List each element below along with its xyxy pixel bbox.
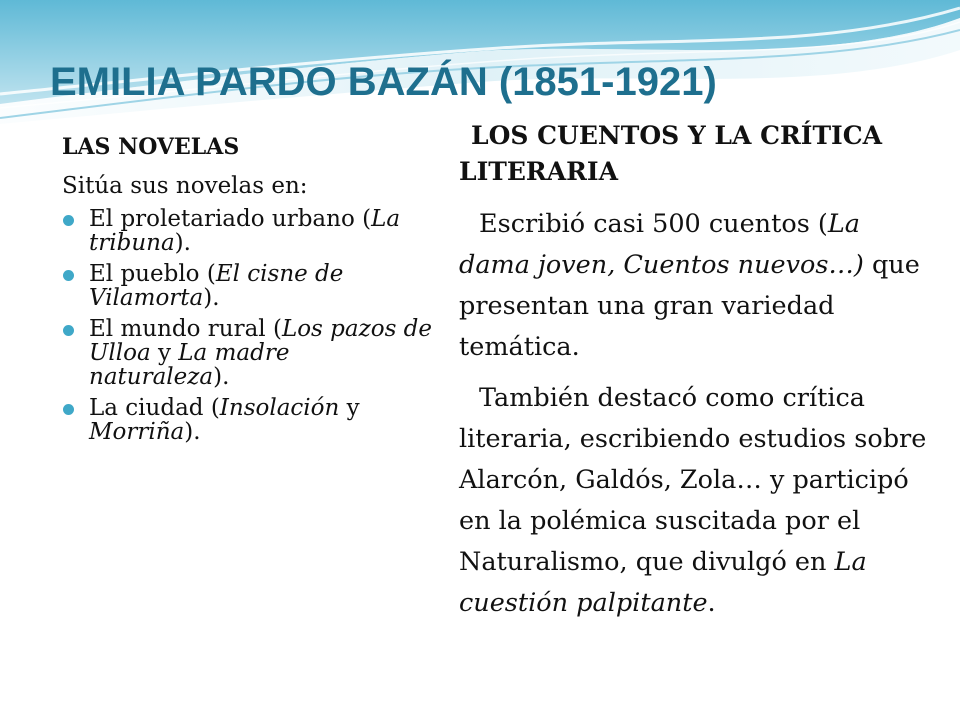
bullet-dot-icon: [63, 215, 74, 226]
criticism-paragraph: [459, 378, 937, 624]
text-run: .: [707, 588, 716, 618]
italic-title-text: Los pazos de Ulloa: [89, 316, 433, 366]
text-run: El mundo rural (: [89, 316, 282, 342]
text-run: El proletariado urbano (: [89, 206, 372, 232]
text-run: El pueblo (: [89, 261, 216, 287]
text-run: La ciudad (: [89, 395, 220, 421]
stories-criticism-heading: LOS CUENTOS Y LA CRÍTICA LITERARIA: [459, 121, 883, 186]
novels-intro: Sitúa sus novelas en:: [62, 173, 308, 199]
italic-title-text: El cisne de Vilamorta: [89, 261, 344, 311]
text-run: que presentan una gran variedad temática.: [459, 250, 920, 362]
novels-bullet-item: [62, 317, 437, 389]
text-run: ).: [174, 230, 191, 256]
text-run: y: [339, 395, 360, 421]
right-column: [459, 118, 937, 624]
novels-bullet-item: [62, 396, 437, 444]
slide-title: EMILIA PARDO BAZÁN (1851-1921): [50, 60, 717, 104]
novels-bullet-item: [62, 207, 437, 255]
left-column: [62, 128, 437, 451]
novels-bullet-item: [62, 262, 437, 310]
italic-title-text: La cuestión palpitante: [459, 547, 867, 618]
stories-paragraph: [459, 204, 937, 368]
novels-heading: LAS NOVELAS: [62, 134, 240, 160]
text-run: ).: [184, 419, 201, 445]
italic-title-text: La dama joven, Cuentos nuevos…): [459, 209, 864, 280]
italic-title-text: Morriña: [89, 419, 185, 445]
text-run: ).: [213, 364, 230, 390]
bullet-dot-icon: [63, 270, 74, 281]
italic-title-text: La tribuna: [89, 206, 401, 256]
text-run: Escribió casi 500 cuentos (: [479, 209, 828, 239]
bullet-dot-icon: [63, 325, 74, 336]
text-run: y: [150, 340, 179, 366]
italic-title-text: La madre naturaleza: [89, 340, 290, 390]
bullet-dot-icon: [63, 404, 74, 415]
italic-title-text: Insolación: [219, 395, 340, 421]
novels-bullet-list: [62, 207, 437, 444]
text-run: También destacó como crítica literaria, escribiendo estudios sobre Alarcón, Galdós, Zola… y participó en la polémica suscitada por el Naturalismo, que divulgó en: [459, 383, 927, 577]
text-run: ).: [203, 285, 220, 311]
